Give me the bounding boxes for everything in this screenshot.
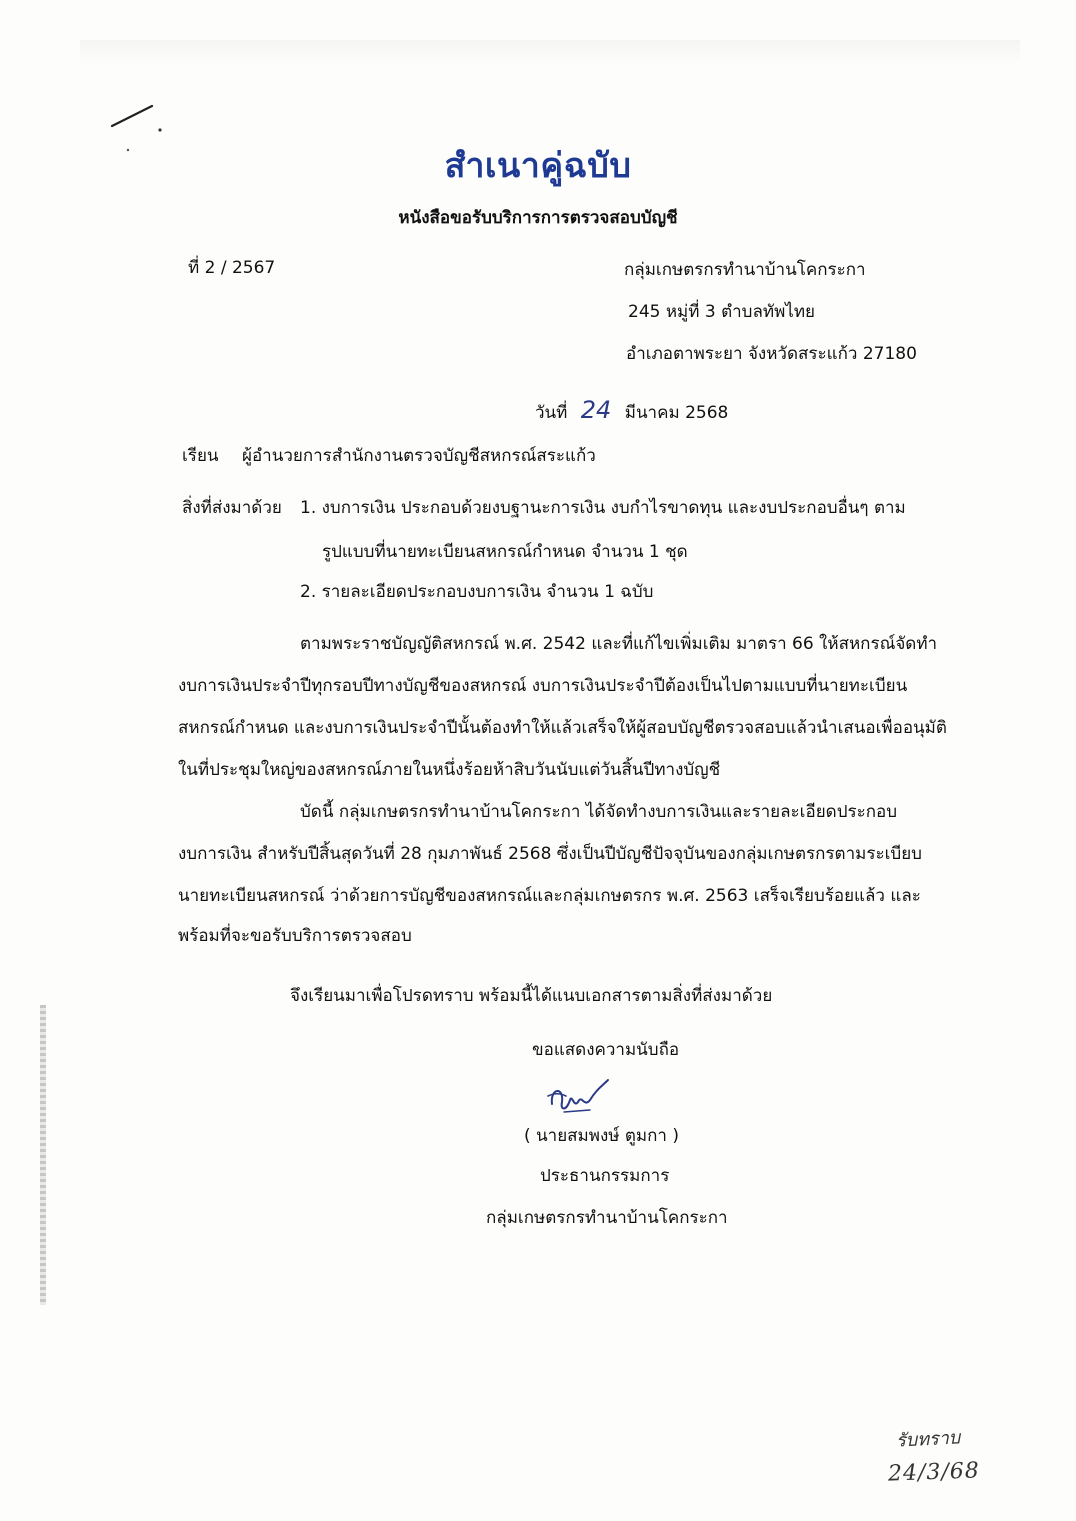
signer-organization: กลุ่มเกษตรกรทำนาบ้านโคกระกา (486, 1208, 728, 1228)
date-line (535, 398, 728, 422)
date-day-handwritten: 24 (580, 396, 612, 424)
signature (544, 1074, 616, 1118)
enclosures-label: สิ่งที่ส่งมาด้วย (182, 498, 282, 518)
signer-name: ( นายสมพงษ์ ตูมกา ) (524, 1126, 679, 1146)
date-prefix: วันที่ (535, 403, 568, 423)
body-paragraph-1-line: ตามพระราชบัญญัติสหกรณ์ พ.ศ. 2542 และที่แก้ไขเพิ่มเติม มาตรา 66 ให้สหกรณ์จัดทำ (300, 634, 938, 654)
body-paragraph-1-line: ในที่ประชุมใหญ่ของสหกรณ์ภายในหนึ่งร้อยห้าสิบวันนับแต่วันสิ้นปีทางบัญชี (178, 760, 721, 780)
recipient-label: เรียน (182, 446, 219, 466)
signer-title: ประธานกรรมการ (540, 1166, 670, 1186)
body-paragraph-1-line: สหกรณ์กำหนด และงบการเงินประจำปีนั้นต้องทำให้แล้วเสร็จให้ผู้สอบบัญชีตรวจสอบแล้วนำเสนอเพื่ออนุมัติ (178, 718, 947, 738)
scan-shadow (80, 40, 1020, 64)
body-paragraph-2-line: นายทะเบียนสหกรณ์ ว่าด้วยการบัญชีของสหกรณ์และกลุ่มเกษตรกร พ.ศ. 2563 เสร็จเรียบร้อยแล้ว และ (178, 886, 921, 906)
date-month-year: มีนาคม 2568 (624, 403, 729, 423)
receipt-note-date: 24/3/68 (887, 1458, 981, 1487)
body-paragraph-1-line: งบการเงินประจำปีทุกรอบปีทางบัญชีของสหกรณ์ งบการเงินประจำปีต้องเป็นไปตามแบบที่นายทะเบียน (178, 676, 908, 696)
enclosure-item-2: 2. รายละเอียดประกอบงบการเงิน จำนวน 1 ฉบับ (300, 582, 654, 602)
body-paragraph-2-line: บัดนี้ กลุ่มเกษตรกรทำนาบ้านโคกระกา ได้จัดทำงบการเงินและรายละเอียดประกอบ (300, 802, 898, 822)
recipient-value: ผู้อำนวยการสำนักงานตรวจบัญชีสหกรณ์สระแก้ว (242, 446, 596, 466)
receipt-note-word: รับทราบ (895, 1427, 961, 1452)
body-paragraph-2-line: งบการเงิน สำหรับปีสิ้นสุดวันที่ 28 กุมภาพันธ์ 2568 ซึ่งเป็นปีบัญชีปัจจุบันของกลุ่มเกษตรกรตามระเบียบ (178, 844, 922, 864)
closing-paragraph: จึงเรียนมาเพื่อโปรดทราบ พร้อมนี้ได้แนบเอกสารตามสิ่งที่ส่งมาด้วย (290, 986, 773, 1006)
scan-edge (40, 1005, 46, 1305)
reference-number: ที่ 2 / 2567 (188, 258, 276, 278)
body-paragraph-2-line: พร้อมที่จะขอรับบริการตรวจสอบ (178, 926, 412, 946)
enclosure-item-1: 1. งบการเงิน ประกอบด้วยงบฐานะการเงิน งบกำไรขาดทุน และงบประกอบอื่นๆ ตาม (300, 498, 906, 518)
sender-address-line-2: 245 หมู่ที่ 3 ตำบลทัพไทย (628, 302, 816, 322)
copy-stamp: สำเนาคู่ฉบับ (444, 146, 632, 186)
sender-address-line-1: กลุ่มเกษตรกรทำนาบ้านโคกระกา (624, 260, 866, 280)
sender-address-line-3: อำเภอตาพระยา จังหวัดสระแก้ว 27180 (626, 344, 917, 364)
enclosure-item-1-cont: รูปแบบที่นายทะเบียนสหกรณ์กำหนด จำนวน 1 ชุด (322, 542, 688, 562)
regards: ขอแสดงความนับถือ (532, 1040, 680, 1060)
letter-subject-title: หนังสือขอรับบริการการตรวจสอบบัญชี (398, 208, 678, 228)
